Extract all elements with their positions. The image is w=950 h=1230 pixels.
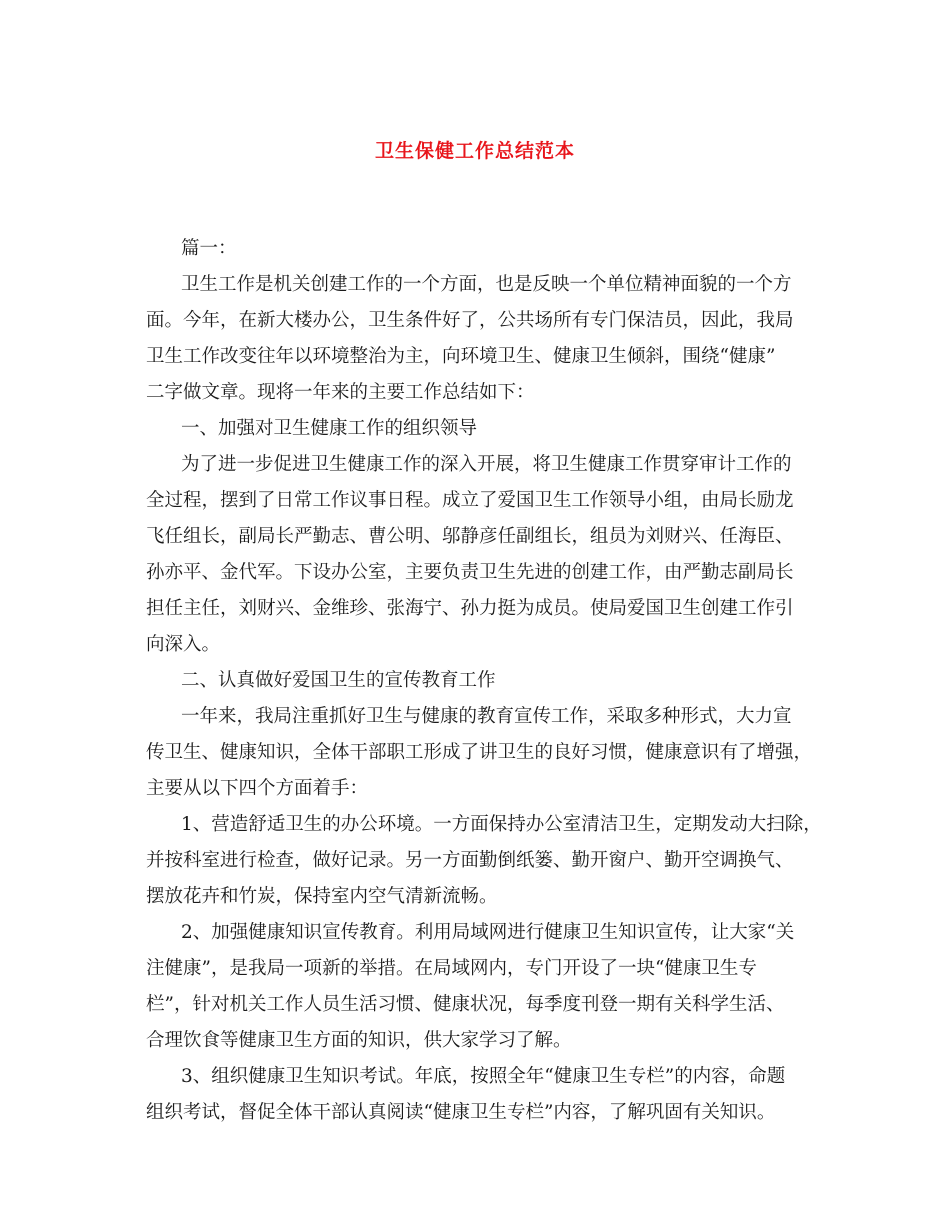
paragraph-line: 摆放花卉和竹炭，保持室内空气清新流畅。 <box>146 886 498 907</box>
list-item-1: 1、营造舒适卫生的办公环境。一方面保持办公室清洁卫生，定期发动大扫除， <box>181 814 822 835</box>
paragraph-line: 卫生工作是机关创建工作的一个方面，也是反映一个单位精神面貌的一个方 <box>181 274 792 295</box>
paragraph-line: 注健康”，是我局一项新的举措。在局域网内，专门开设了一块“健康卫生专 <box>146 958 757 979</box>
paragraph-line: 主要从以下四个方面着手： <box>146 778 369 799</box>
paragraph-line: 面。今年，在新大楼办公，卫生条件好了，公共场所有专门保洁员，因此，我局 <box>146 310 794 331</box>
paragraph-line: 一年来，我局注重抓好卫生与健康的教育宣传工作，采取多种形式，大力宣 <box>181 706 792 727</box>
paragraph-line: 担任主任，刘财兴、金维珍、张海宁、孙力挺为成员。使局爱国卫生创建工作引 <box>146 598 794 619</box>
document-title: 卫生保健工作总结范本 <box>374 140 575 162</box>
paragraph-line: 为了进一步促进卫生健康工作的深入开展，将卫生健康工作贯穿审计工作的 <box>181 454 792 475</box>
paragraph-line: 卫生工作改变往年以环境整治为主，向环境卫生、健康卫生倾斜，围绕“健康” <box>146 346 776 367</box>
section-label: 篇一： <box>181 238 237 259</box>
paragraph-line: 传卫生、健康知识，全体干部职工形成了讲卫生的良好习惯，健康意识有了增强， <box>146 742 813 763</box>
paragraph-line: 向深入。 <box>146 634 221 655</box>
paragraph-line: 合理饮食等健康卫生方面的知识，供大家学习了解。 <box>146 1030 572 1051</box>
paragraph-line: 并按科室进行检查，做好记录。另一方面勤倒纸篓、勤开窗户、勤开空调换气、 <box>146 850 794 871</box>
list-item-3: 3、组织健康卫生知识考试。年底，按照全年“健康卫生专栏”的内容，命题 <box>181 1066 786 1087</box>
paragraph-line: 栏”，针对机关工作人员生活习惯、健康状况，每季度刊登一期有关科学生活、 <box>146 994 785 1015</box>
list-item-2: 2、加强健康知识宣传教育。利用局域网进行健康卫生知识宣传，让大家“关 <box>181 922 795 943</box>
heading-2: 二、认真做好爱国卫生的宣传教育工作 <box>181 670 496 691</box>
paragraph-line: 二字做文章。现将一年来的主要工作总结如下： <box>146 382 535 403</box>
paragraph-line: 全过程，摆到了日常工作议事日程。成立了爱国卫生工作领导小组，由局长励龙 <box>146 490 794 511</box>
paragraph-line: 飞任组长，副局长严勤志、曹公明、邬静彦任副组长，组员为刘财兴、任海臣、 <box>146 526 794 547</box>
paragraph-line: 组织考试，督促全体干部认真阅读“健康卫生专栏”内容，了解巩固有关知识。 <box>146 1102 776 1123</box>
heading-1: 一、加强对卫生健康工作的组织领导 <box>181 418 478 439</box>
paragraph-line: 孙亦平、金代军。下设办公室，主要负责卫生先进的创建工作，由严勤志副局长 <box>146 562 794 583</box>
